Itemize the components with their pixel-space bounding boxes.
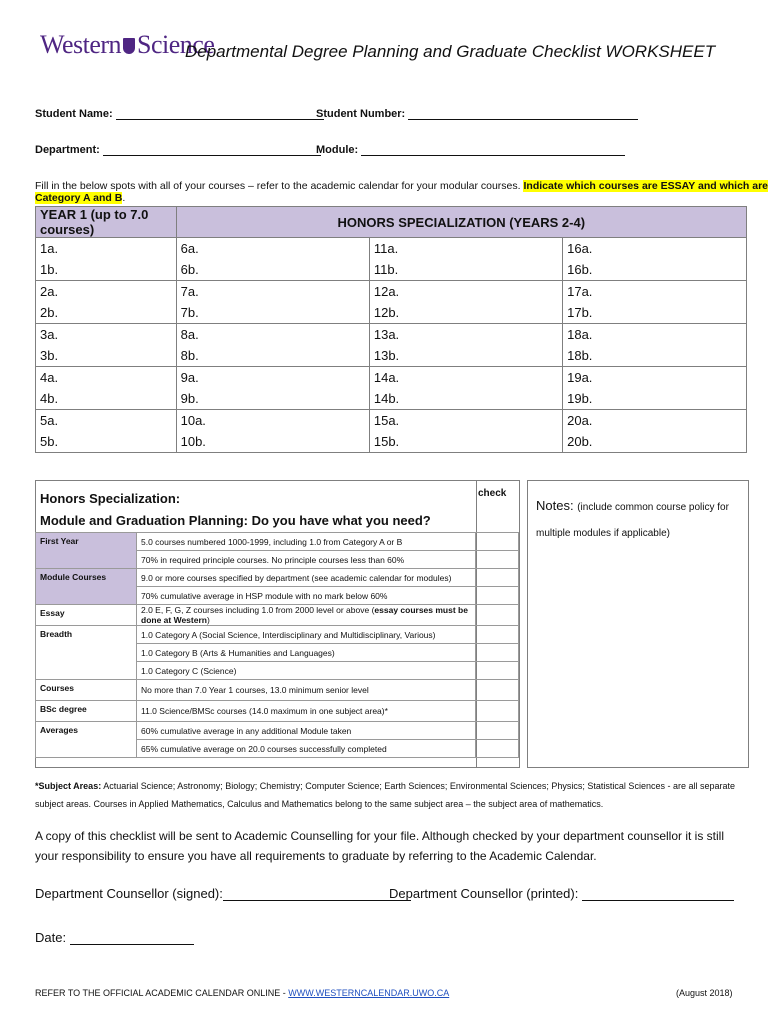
course-slot[interactable]: 4b. bbox=[36, 388, 177, 410]
course-slot[interactable]: 12a. bbox=[369, 281, 562, 303]
check-cell[interactable] bbox=[476, 701, 519, 722]
year1-header: YEAR 1 (up to 7.0 courses) bbox=[36, 207, 177, 238]
course-slot[interactable]: 8b. bbox=[176, 345, 369, 367]
requirement-item: 60% cumulative average in any additional Module taken bbox=[137, 722, 476, 740]
table-row bbox=[36, 259, 747, 281]
check-cell[interactable] bbox=[476, 569, 519, 587]
course-slot[interactable]: 9a. bbox=[176, 367, 369, 389]
notes-label: Notes: bbox=[536, 498, 574, 513]
requirement-item: 5.0 courses numbered 1000-1999, including 1.0 from Category A or B bbox=[137, 533, 476, 551]
course-slot[interactable]: 6a. bbox=[176, 238, 369, 260]
footer-date: (August 2018) bbox=[676, 988, 733, 998]
course-slot[interactable]: 20b. bbox=[563, 431, 747, 453]
course-slot[interactable]: 5b. bbox=[36, 431, 177, 453]
category-essay: Essay bbox=[36, 605, 137, 626]
check-column-label: check bbox=[478, 488, 507, 499]
course-slot[interactable]: 13a. bbox=[369, 324, 562, 346]
course-slot[interactable]: 18a. bbox=[563, 324, 747, 346]
check-cell[interactable] bbox=[476, 551, 519, 569]
table-row bbox=[36, 281, 747, 303]
student-number-line[interactable] bbox=[408, 119, 638, 120]
checklist-title-line1: Honors Specialization: bbox=[40, 491, 181, 506]
course-slot[interactable]: 11b. bbox=[369, 259, 562, 281]
check-cell[interactable] bbox=[476, 740, 519, 758]
module-field[interactable] bbox=[316, 144, 625, 156]
instructions: Fill in the below spots with all of your courses – refer to the academic calendar for your modular courses. Indicate which courses are ESSAY and which are Category A and B. bbox=[35, 180, 768, 204]
category-averages: Averages bbox=[36, 722, 137, 758]
table-row bbox=[36, 569, 519, 587]
date-field[interactable] bbox=[35, 930, 194, 945]
category-courses: Courses bbox=[36, 680, 137, 701]
table-row bbox=[36, 324, 747, 346]
department-line[interactable] bbox=[103, 155, 321, 156]
requirement-item: 1.0 Category C (Science) bbox=[137, 662, 476, 680]
subject-areas-note bbox=[35, 777, 745, 813]
table-row bbox=[36, 701, 519, 722]
student-number-field[interactable] bbox=[316, 108, 638, 120]
requirements-table bbox=[35, 532, 519, 758]
requirement-item: 9.0 or more courses specified by department (see academic calendar for modules) bbox=[137, 569, 476, 587]
printed-field[interactable] bbox=[389, 886, 734, 901]
course-slot[interactable]: 14a. bbox=[369, 367, 562, 389]
course-slot[interactable]: 11a. bbox=[369, 238, 562, 260]
requirement-item bbox=[137, 605, 476, 626]
category-first-year: First Year bbox=[36, 533, 137, 569]
footer-refer-text: REFER TO THE OFFICIAL ACADEMIC CALENDAR ONLINE - bbox=[35, 988, 289, 998]
table-row bbox=[36, 605, 519, 626]
course-slot[interactable]: 20a. bbox=[563, 410, 747, 432]
check-cell[interactable] bbox=[476, 722, 519, 740]
course-slot[interactable]: 7b. bbox=[176, 302, 369, 324]
date-line[interactable] bbox=[70, 944, 194, 945]
course-slot[interactable]: 17b. bbox=[563, 302, 747, 324]
footer-reference bbox=[35, 988, 449, 998]
course-slot[interactable]: 17a. bbox=[563, 281, 747, 303]
course-slot[interactable]: 16a. bbox=[563, 238, 747, 260]
course-slot[interactable]: 19a. bbox=[563, 367, 747, 389]
course-slot[interactable]: 2a. bbox=[36, 281, 177, 303]
instructions-text: Fill in the below spots with all of your courses – refer to the academic calendar for your modular courses. bbox=[35, 180, 521, 192]
counselling-paragraph: A copy of this checklist will be sent to Academic Counselling for your file. Although checked by your department counsellor it is still your responsibility to ensure you have all requirements to graduate by referring to the Academic Calendar. bbox=[35, 829, 725, 863]
essay-text-end: ) bbox=[206, 615, 210, 625]
course-slot[interactable]: 6b. bbox=[176, 259, 369, 281]
course-slot[interactable]: 12b. bbox=[369, 302, 562, 324]
student-name-field[interactable] bbox=[35, 108, 324, 120]
logo-text-science: Science bbox=[137, 30, 215, 59]
requirement-item: 70% in required principle courses. No principle courses less than 60% bbox=[137, 551, 476, 569]
check-cell[interactable] bbox=[476, 605, 519, 626]
category-bsc-degree: BSc degree bbox=[36, 701, 137, 722]
course-slot[interactable]: 14b. bbox=[369, 388, 562, 410]
check-cell[interactable] bbox=[476, 533, 519, 551]
logo-text-western: Western bbox=[40, 30, 122, 59]
course-slot[interactable]: 5a. bbox=[36, 410, 177, 432]
course-slot[interactable]: 8a. bbox=[176, 324, 369, 346]
course-slot[interactable]: 3b. bbox=[36, 345, 177, 367]
table-row bbox=[36, 626, 519, 644]
essay-bold-text: essay courses must be done at Western bbox=[141, 605, 468, 625]
course-slot[interactable]: 2b. bbox=[36, 302, 177, 324]
check-cell[interactable] bbox=[476, 587, 519, 605]
course-slot[interactable]: 1b. bbox=[36, 259, 177, 281]
course-slot[interactable]: 7a. bbox=[176, 281, 369, 303]
student-name-label: Student Name: bbox=[35, 108, 113, 120]
page-title: Departmental Degree Planning and Graduate Checklist WORKSHEET bbox=[185, 42, 716, 61]
module-line[interactable] bbox=[361, 155, 625, 156]
instructions-highlight: Indicate which courses are ESSAY and which are Category A and B bbox=[35, 180, 768, 204]
table-row bbox=[36, 238, 747, 260]
course-slot[interactable]: 1a. bbox=[36, 238, 177, 260]
signed-field[interactable] bbox=[35, 886, 411, 901]
notes-hint: (include common course policy for multiple modules if applicable) bbox=[536, 502, 729, 539]
checklist-title-line2: Module and Graduation Planning: Do you have what you need? bbox=[40, 513, 431, 528]
subject-areas-label: *Subject Areas: bbox=[35, 781, 102, 791]
department-field[interactable] bbox=[35, 144, 321, 156]
requirement-item: 70% cumulative average in HSP module with no mark below 60% bbox=[137, 587, 476, 605]
requirement-item: 65% cumulative average on 20.0 courses successfully completed bbox=[137, 740, 476, 758]
category-breadth: Breadth bbox=[36, 626, 137, 680]
course-slot[interactable]: 15a. bbox=[369, 410, 562, 432]
honors-header: HONORS SPECIALIZATION (YEARS 2-4) bbox=[176, 207, 746, 238]
requirement-item: No more than 7.0 Year 1 courses, 13.0 minimum senior level bbox=[137, 680, 476, 701]
checklist-title bbox=[40, 488, 431, 532]
printed-label: Department Counsellor (printed): bbox=[389, 886, 579, 901]
department-label: Department: bbox=[35, 144, 100, 156]
check-cell[interactable] bbox=[476, 644, 519, 662]
table-row bbox=[36, 388, 747, 410]
course-slot[interactable]: 10a. bbox=[176, 410, 369, 432]
table-row bbox=[36, 410, 747, 432]
essay-text: 2.0 E, F, G, Z courses including 1.0 from 2000 level or above ( bbox=[141, 605, 375, 615]
requirement-item: 1.0 Category B (Arts & Humanities and Languages) bbox=[137, 644, 476, 662]
course-slot[interactable]: 13b. bbox=[369, 345, 562, 367]
table-row bbox=[36, 367, 747, 389]
table-row bbox=[36, 302, 747, 324]
course-slot[interactable]: 10b. bbox=[176, 431, 369, 453]
course-slot[interactable]: 16b. bbox=[563, 259, 747, 281]
module-label: Module: bbox=[316, 144, 359, 156]
check-cell[interactable] bbox=[476, 626, 519, 644]
printed-line[interactable] bbox=[582, 900, 734, 901]
signed-line[interactable] bbox=[223, 900, 411, 901]
requirement-item: 11.0 Science/BMSc courses (14.0 maximum in one subject area)* bbox=[137, 701, 476, 722]
date-label: Date: bbox=[35, 930, 67, 945]
notes-label-area bbox=[536, 494, 741, 546]
check-cell[interactable] bbox=[476, 662, 519, 680]
table-row bbox=[36, 533, 519, 551]
course-slot[interactable]: 15b. bbox=[369, 431, 562, 453]
category-module-courses: Module Courses bbox=[36, 569, 137, 605]
calendar-link[interactable]: WWW.WESTERNCALENDAR.UWO.CA bbox=[288, 988, 450, 998]
subject-areas-text: Actuarial Science; Astronomy; Biology; Chemistry; Computer Science; Earth Sciences; Environmental Sciences; Physics; Statistical Sciences - are all separate subject areas. Courses in Applied Mathematics, Calculus and Mathematics belong to the same subject area – the subject area of mathematics. bbox=[35, 781, 735, 809]
requirement-item: 1.0 Category A (Social Science, Interdisciplinary and Multidisciplinary, Various) bbox=[137, 626, 476, 644]
student-number-label: Student Number: bbox=[316, 108, 406, 120]
check-cell[interactable] bbox=[476, 680, 519, 701]
table-row bbox=[36, 431, 747, 453]
course-slot[interactable]: 9b. bbox=[176, 388, 369, 410]
course-slot[interactable]: 19b. bbox=[563, 388, 747, 410]
course-slot[interactable]: 4a. bbox=[36, 367, 177, 389]
table-row bbox=[36, 722, 519, 740]
course-slot[interactable]: 3a. bbox=[36, 324, 177, 346]
student-name-line[interactable] bbox=[116, 119, 324, 120]
course-plan-table bbox=[35, 206, 747, 453]
crest-icon bbox=[123, 38, 135, 54]
table-row bbox=[36, 680, 519, 701]
signed-label: Department Counsellor (signed): bbox=[35, 886, 223, 901]
table-row bbox=[36, 345, 747, 367]
course-slot[interactable]: 18b. bbox=[563, 345, 747, 367]
